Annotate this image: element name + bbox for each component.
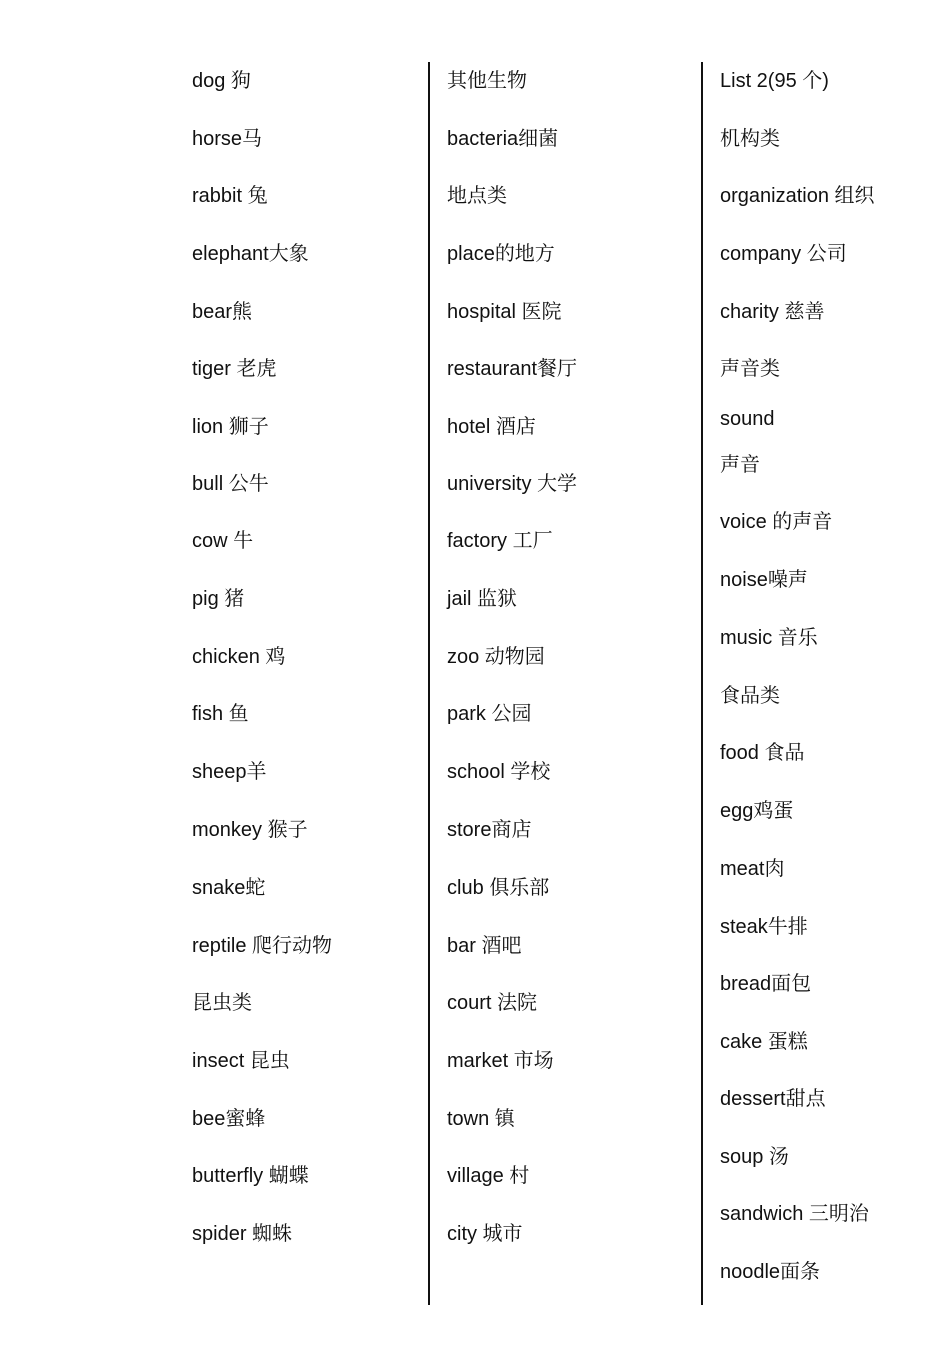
vocab-entry: city 城市 xyxy=(447,1223,523,1245)
vocab-entry: park 公园 xyxy=(447,703,532,725)
vocab-entry: factory 工厂 xyxy=(447,530,553,552)
vocab-entry: university 大学 xyxy=(447,473,578,495)
vocab-entry: store商店 xyxy=(447,819,532,841)
vocab-entry: butterfly 蝴蝶 xyxy=(192,1165,309,1187)
vocab-entry: club 俱乐部 xyxy=(447,877,550,899)
vocab-entry: noise噪声 xyxy=(720,569,808,591)
vocab-entry: sandwich 三明治 xyxy=(720,1203,869,1225)
vocab-entry: bee蜜蜂 xyxy=(192,1108,266,1130)
vocab-entry: pig 猪 xyxy=(192,588,245,610)
category-heading: 声音类 xyxy=(720,358,780,380)
vocab-entry: bull 公牛 xyxy=(192,473,269,495)
column-divider xyxy=(701,62,703,1305)
vocab-entry: zoo 动物园 xyxy=(447,646,545,668)
vocab-entry: village 村 xyxy=(447,1165,530,1187)
vocab-entry: market 市场 xyxy=(447,1050,554,1072)
vocab-entry: music 音乐 xyxy=(720,627,818,649)
vocab-entry: snake蛇 xyxy=(192,877,266,899)
vocab-entry: horse马 xyxy=(192,128,263,150)
vocab-entry: spider 蜘蛛 xyxy=(192,1223,293,1245)
vocab-entry: town 镇 xyxy=(447,1108,515,1130)
vocab-entry: place的地方 xyxy=(447,243,555,265)
vocab-entry: bread面包 xyxy=(720,973,812,995)
vocab-entry: rabbit 兔 xyxy=(192,185,268,207)
vocab-entry: court 法院 xyxy=(447,992,538,1014)
vocab-entry: lion 狮子 xyxy=(192,416,269,438)
vocab-entry: sheep羊 xyxy=(192,761,267,783)
vocab-entry: steak牛排 xyxy=(720,916,808,938)
vocab-entry: food 食品 xyxy=(720,742,805,764)
vocab-entry: hospital 医院 xyxy=(447,301,562,323)
vocab-entry: meat肉 xyxy=(720,858,785,880)
vocab-entry: reptile 爬行动物 xyxy=(192,935,333,957)
vocab-entry: chicken 鸡 xyxy=(192,646,286,668)
vocab-entry: noodle面条 xyxy=(720,1261,821,1283)
vocab-entry: voice 的声音 xyxy=(720,511,833,533)
vocab-entry: egg鸡蛋 xyxy=(720,800,794,822)
vocab-entry: bacteria细菌 xyxy=(447,128,559,150)
vocab-entry: school 学校 xyxy=(447,761,551,783)
vocab-entry: 声音 xyxy=(720,454,760,476)
vocab-entry: cake 蛋糕 xyxy=(720,1031,808,1053)
category-heading: 其他生物 xyxy=(447,70,527,92)
vocab-entry: fish 鱼 xyxy=(192,703,249,725)
vocab-entry: bar 酒吧 xyxy=(447,935,522,957)
list-title: List 2(95 个) xyxy=(720,70,829,92)
vocab-entry: tiger 老虎 xyxy=(192,358,277,380)
category-heading: 昆虫类 xyxy=(192,992,252,1014)
category-heading: 食品类 xyxy=(720,685,780,707)
column-divider xyxy=(428,62,430,1305)
vocab-entry: charity 慈善 xyxy=(720,301,825,323)
vocab-entry: soup 汤 xyxy=(720,1146,789,1168)
vocab-entry: bear熊 xyxy=(192,301,253,323)
vocab-entry: dog 狗 xyxy=(192,70,251,92)
vocab-entry: cow 牛 xyxy=(192,530,254,552)
vocab-entry: hotel 酒店 xyxy=(447,416,536,438)
vocab-entry: organization 组织 xyxy=(720,185,875,207)
vocab-entry: sound xyxy=(720,408,775,430)
vocab-entry: restaurant餐厅 xyxy=(447,358,578,380)
category-heading: 机构类 xyxy=(720,128,780,150)
vocab-entry: company 公司 xyxy=(720,243,847,265)
vocab-entry: elephant大象 xyxy=(192,243,309,265)
category-heading: 地点类 xyxy=(447,185,507,207)
vocab-entry: dessert甜点 xyxy=(720,1088,826,1110)
vocab-entry: jail 监狱 xyxy=(447,588,518,610)
vocab-entry: insect 昆虫 xyxy=(192,1050,290,1072)
vocab-entry: monkey 猴子 xyxy=(192,819,308,841)
